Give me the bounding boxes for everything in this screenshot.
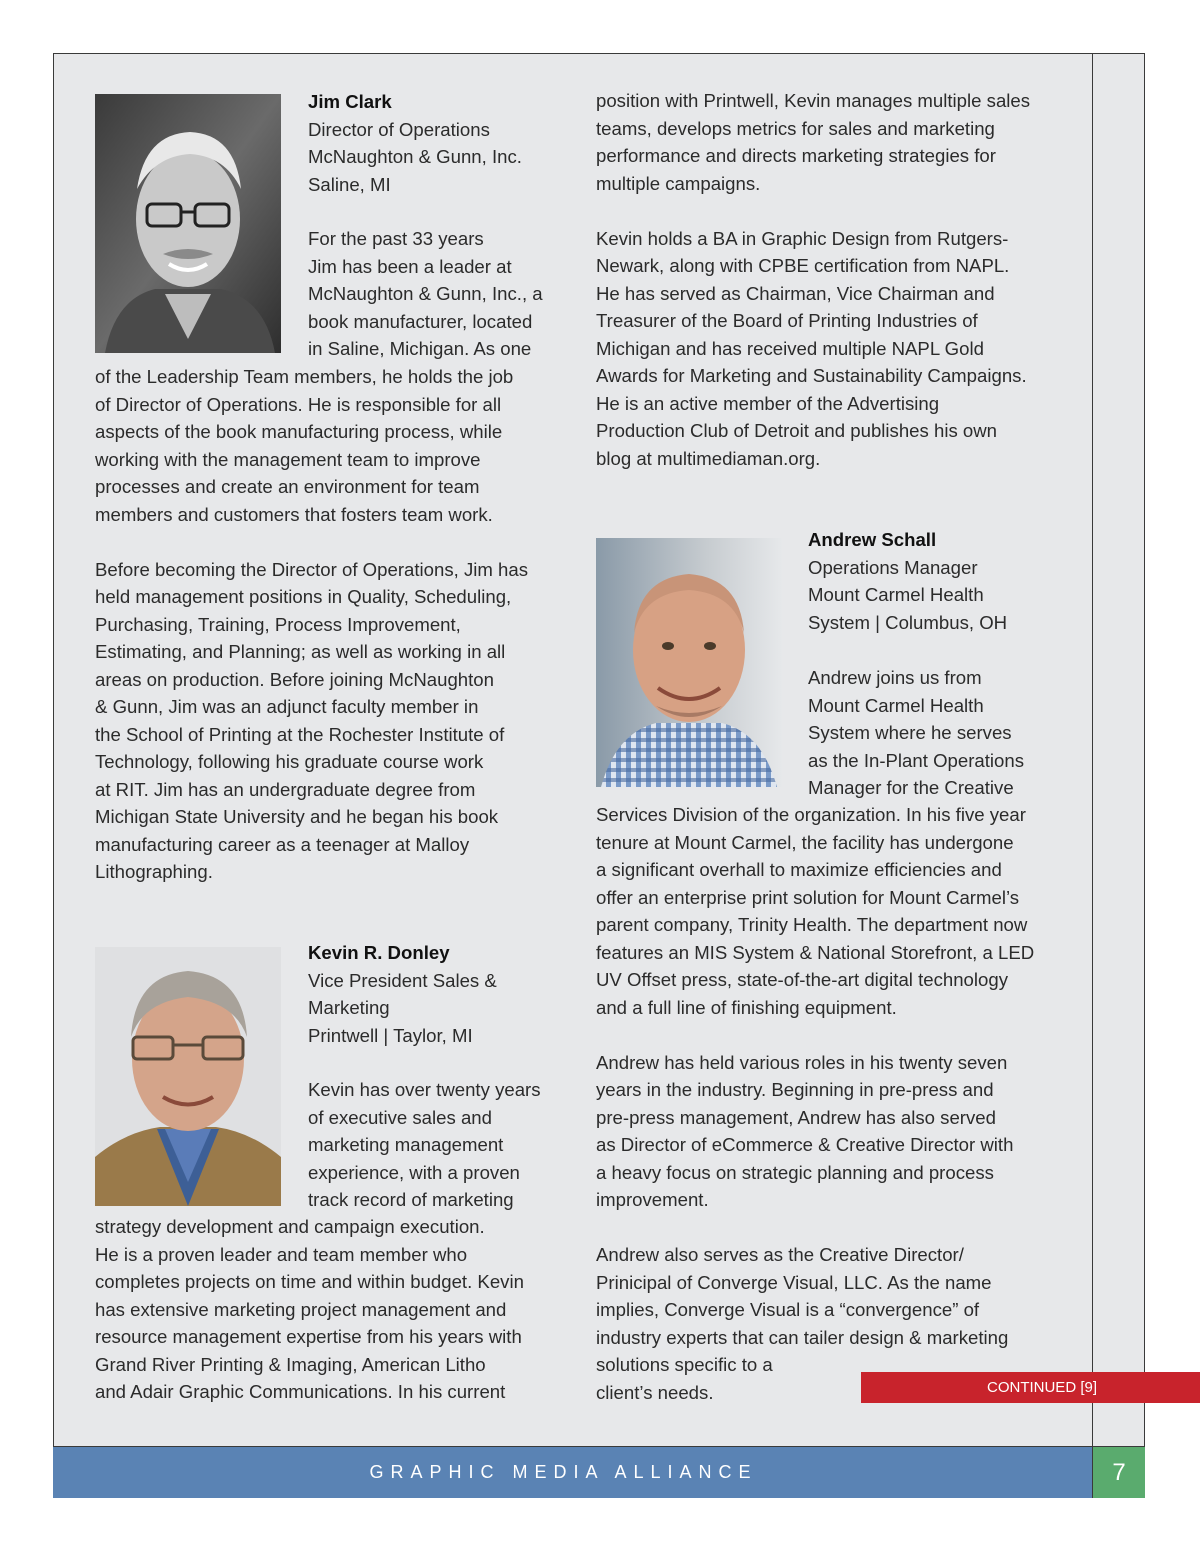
kevin-donley-header [308,939,497,1049]
bio-line: manufacturing career as a teenager at Malloy [95,833,470,855]
bio-line: and Adair Graphic Communications. In his current [95,1381,506,1402]
bio-line: has extensive marketing project management and [95,1298,507,1320]
page-number: 7 [1092,1446,1145,1498]
bio-line: strategy development and campaign execution. [95,1216,485,1237]
bio-line: Prinicipal of Converge Visual, LLC. As the name [596,1271,992,1293]
bio-line: He has served as Chairman, Vice Chairman and [596,282,995,304]
bio-line: resource management expertise from his years with [95,1326,522,1347]
bio-line: client’s needs. [596,1381,714,1403]
bio-line: as Director of eCommerce & Creative Director with [596,1134,1014,1155]
bio-line: Andrew also serves as the Creative Director/ [596,1244,964,1265]
bio-line: parent company, Trinity Health. The department now [596,914,1028,935]
bio-line: UV Offset press, state-of-the-art digital technology [596,969,1009,990]
kevin-donley-bio-continued [596,87,1030,472]
jim-clark-title: Director of Operations [308,118,490,140]
footer-bar [53,1446,1092,1498]
bio-line: multiple campaigns. [596,172,761,194]
bio-line: Andrew has held various roles in his twenty seven [596,1051,1008,1073]
bio-line: aspects of the book manufacturing process, while [95,421,503,442]
bio-line: in Saline, Michigan. As one [308,338,532,359]
bio-line: & Gunn, Jim was an adjunct faculty member in [95,696,479,717]
bio-line: Estimating, and Planning; as well as working in all [95,641,506,662]
bio-line: Kevin has over twenty years [308,1079,541,1100]
bio-line: features an MIS System & National Storefront, a LED [596,941,1035,963]
bio-line: and a full line of finishing equipment. [596,996,897,1018]
bio-line: track record of marketing [308,1189,514,1210]
bio-line: years in the industry. Beginning in pre-press and [596,1079,994,1100]
jim-clark-photo [95,94,281,353]
kevin-donley-title-2: Marketing [308,997,390,1018]
bio-line: at RIT. Jim has an undergraduate degree from [95,778,476,800]
kevin-donley-bio-wrap [308,1076,541,1214]
bio-line: Production Club of Detroit and publishes his own [596,420,998,441]
bio-line: teams, develops metrics for sales and marketing [596,117,995,139]
bio-line: Before becoming the Director of Operations, Jim has [95,558,529,580]
andrew-schall-photo [596,538,782,787]
andrew-schall-bio [596,801,1034,1406]
jim-clark-bio-wrap [308,225,543,363]
bio-line: Services Division of the organization. In his five year [596,804,1026,825]
bio-line: Mount Carmel Health [808,694,984,716]
bio-line: members and customers that fosters team work. [95,503,493,525]
kevin-donley-name: Kevin R. Donley [308,942,450,963]
bio-line: Michigan and has received multiple NAPL Gold [596,337,984,359]
bio-line: Technology, following his graduate course work [95,751,484,772]
bio-line: the School of Printing at the Rochester Institute of [95,723,505,745]
bio-line: Awards for Marketing and Sustainability Campaigns. [596,365,1027,386]
bio-line: experience, with a proven [308,1161,520,1183]
bio-line: industry experts that can tailer design & marketing [596,1326,1009,1348]
bio-line: of executive sales and [308,1106,492,1128]
jim-clark-name: Jim Clark [308,91,392,112]
bio-line: Lithographing. [95,861,213,882]
bio-line: solutions specific to a [596,1354,773,1375]
bio-line: performance and directs marketing strategies for [596,145,996,166]
bio-line: Newark, along with CPBE certification from NAPL. [596,255,1010,276]
continued-tag: CONTINUED [9] [861,1372,1200,1403]
kevin-donley-photo [95,947,281,1206]
bio-line: offer an enterprise print solution for Mount Carmel’s [596,886,1020,908]
bio-line: working with the management team to improve [95,448,481,470]
bio-line: implies, Converge Visual is a “convergence” of [596,1299,980,1320]
bio-line: pre-press management, Andrew has also served [596,1106,996,1128]
bio-line: System where he serves [808,722,1012,743]
jim-clark-header [308,88,522,198]
bio-line: For the past 33 years [308,228,484,249]
bio-line: of the Leadership Team members, he holds the job [95,366,514,387]
bio-line: completes projects on time and within budget. Kevin [95,1271,524,1292]
bio-line: Jim has been a leader at [308,255,512,277]
andrew-schall-header [808,526,1007,636]
andrew-schall-name: Andrew Schall [808,529,937,550]
bio-line: McNaughton & Gunn, Inc., a [308,283,543,304]
right-margin-column [1092,53,1145,1446]
kevin-donley-title-1: Vice President Sales & [308,969,497,991]
andrew-schall-company-1: Mount Carmel Health [808,584,984,605]
bio-line: Purchasing, Training, Process Improvement, [95,613,461,635]
bio-line: as the In-Plant Operations [808,749,1025,771]
bio-line: blog at multimediaman.org. [596,447,821,469]
bio-line: marketing management [308,1134,504,1155]
bio-line: a significant overhall to maximize efficiencies and [596,859,1002,880]
bio-line: Michigan State University and he began his book [95,806,499,827]
bio-line: Grand River Printing & Imaging, American Litho [95,1353,486,1375]
bio-line: Kevin holds a BA in Graphic Design from Rutgers- [596,227,1009,249]
bio-line: of Director of Operations. He is responsible for all [95,393,502,415]
bio-line: tenure at Mount Carmel, the facility has undergone [596,831,1014,853]
bio-line: Andrew joins us from [808,667,982,688]
bio-line: processes and create an environment for team [95,476,480,497]
andrew-schall-company-2: System | Columbus, OH [808,611,1008,633]
bio-line: a heavy focus on strategic planning and process [596,1161,994,1183]
jim-clark-company: McNaughton & Gunn, Inc. [308,146,522,167]
bio-line: Treasurer of the Board of Printing Industries of [596,310,978,331]
andrew-schall-title: Operations Manager [808,556,978,578]
kevin-donley-company: Printwell | Taylor, MI [308,1024,473,1046]
jim-clark-location: Saline, MI [308,173,391,195]
bio-line: He is a proven leader and team member who [95,1243,468,1265]
bio-line: position with Printwell, Kevin manages multiple sales [596,90,1031,111]
bio-line: held management positions in Quality, Scheduling, [95,586,512,607]
footer-title: GRAPHIC MEDIA ALLIANCE [369,1462,758,1482]
bio-line: Manager for the Creative [808,777,1014,798]
bio-line: areas on production. Before joining McNaughton [95,668,494,690]
kevin-donley-bio [95,1213,524,1406]
jim-clark-bio [95,363,528,886]
bio-line: book manufacturer, located [308,310,533,332]
andrew-schall-bio-wrap [808,664,1024,802]
bio-line: improvement. [596,1189,709,1210]
bio-line: He is an active member of the Advertising [596,392,940,414]
